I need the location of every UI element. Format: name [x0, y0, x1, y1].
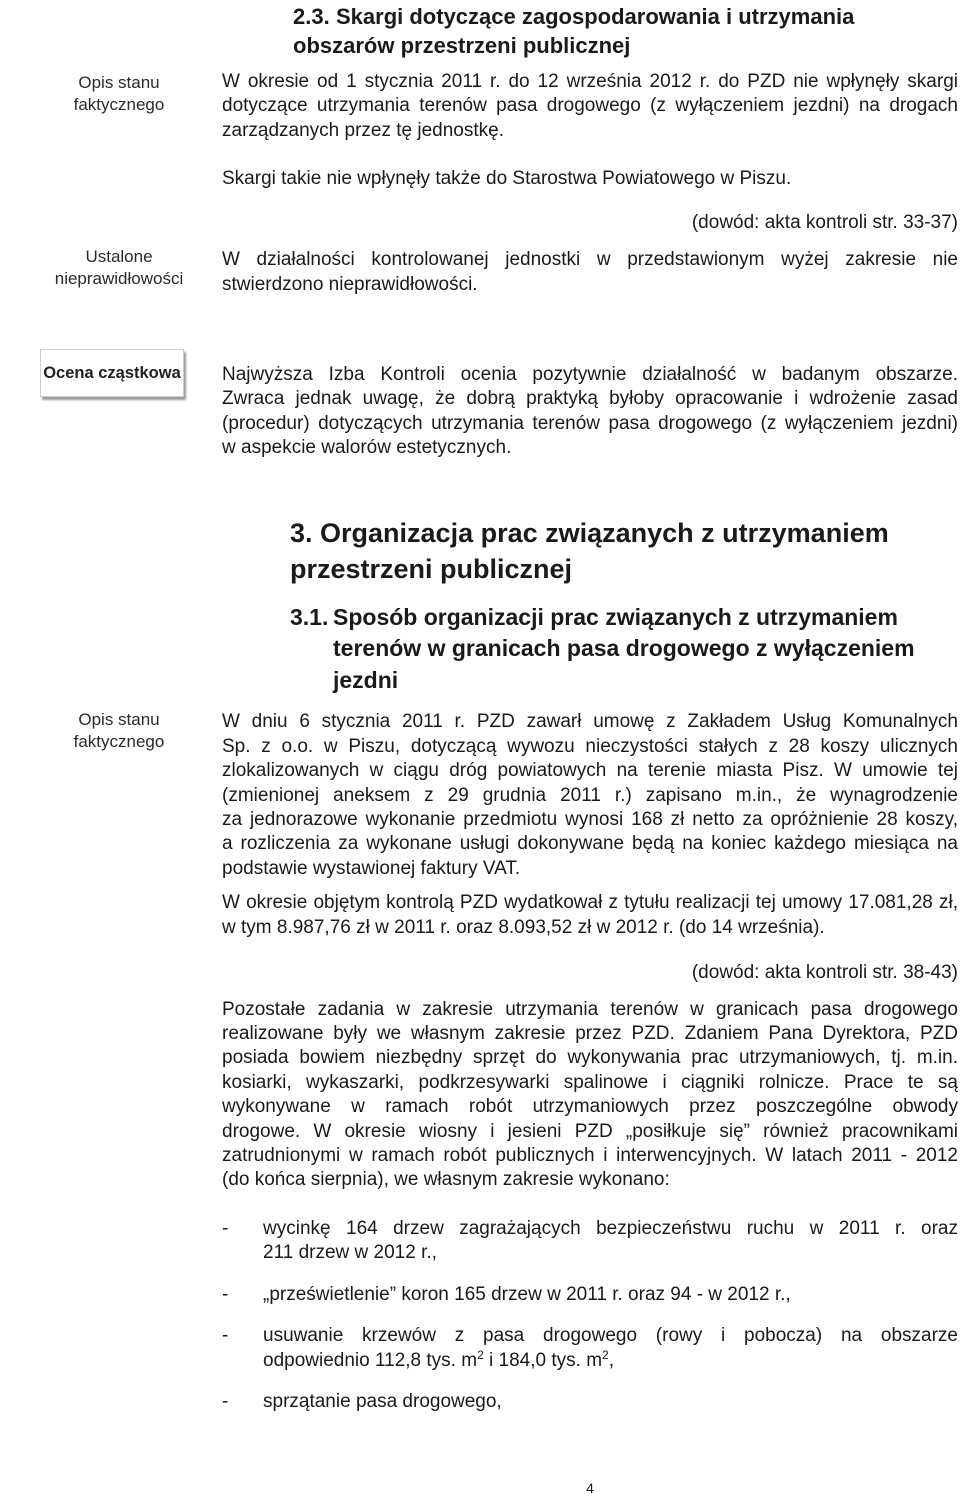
paragraph-line: w tym 8.987,76 zł w 2011 r. oraz 8.093,52 zł w 2012 r. (do 14 września). — [222, 917, 825, 938]
paragraph-line: kosiarki, wykaszarki, podkrzesywarki spalinowe i ciągniki rolnicze. Prace te są — [222, 1072, 958, 1093]
ocena-czastkowa-badge — [40, 349, 184, 397]
section-3-title-line1: 3. Organizacja prac związanych z utrzymaniem — [290, 518, 889, 548]
item-text: odpowiednio 112,8 tys. m — [263, 1350, 478, 1371]
paragraph-line: (do końca sierpnia), we własnym zakresie wykonano: — [222, 1169, 670, 1190]
paragraph-line: drogowe. W okresie wiosny i jesieni PZD „posiłkuje się” również pracownikami — [222, 1121, 958, 1142]
paragraph-line: a rozliczenia za wykonane usługi dokonywane będą na koniec każdego miesiąca na — [222, 833, 958, 854]
paragraph-line: Pozostałe zadania w zakresie utrzymania terenów w granicach pasa drogowego — [222, 999, 958, 1020]
item-text: i 184,0 tys. m — [483, 1350, 603, 1371]
list-dash: - — [222, 1391, 229, 1412]
section-3-1-number: 3.1. — [290, 604, 329, 630]
paragraph-line: (zmienionej aneksem z 29 grudnia 2011 r.) zapisano m.in., że wynagrodzenie — [222, 785, 958, 806]
paragraph-line: zatrudnionymi w ramach robót publicznych i interwencyjnych. W latach 2011 - 2012 — [222, 1145, 958, 1166]
list-dash: - — [222, 1325, 229, 1346]
paragraph-line: zarządzanych przez tę jednostkę. — [222, 120, 504, 141]
paragraph-line: podstawie wystawionej faktury VAT. — [222, 858, 521, 879]
side-label-opis-stanu — [40, 72, 198, 116]
section-2-3-number: 2.3. — [293, 4, 330, 29]
paragraph-line: W okresie objętym kontrolą PZD wydatkował z tytułu realizacji tej umowy 17.081,28 zł, — [222, 892, 958, 913]
side-label-line: Opis stanu — [78, 710, 160, 729]
paragraph-line: Najwyższa Izba Kontroli ocenia pozytywnie działalność w badanym obszarze. — [222, 364, 958, 385]
paragraph-line: zlokalizowanych w ciągu dróg powiatowych na terenie miasta Pisz. W umowie tej — [222, 760, 958, 781]
list-item: sprzątanie pasa drogowego, — [263, 1391, 502, 1412]
paragraph-line: stwierdzono nieprawidłowości. — [222, 274, 478, 295]
side-label-line: faktycznego — [73, 95, 165, 114]
list-item-continuation — [263, 1349, 958, 1373]
list-item: wycinkę 164 drzew zagrażających bezpieczeństwu ruchu w 2011 r. oraz — [263, 1218, 958, 1239]
evidence-reference: (dowód: akta kontroli str. 38-43) — [691, 962, 958, 983]
list-item: „prześwietlenie” koron 165 drzew w 2011 r. oraz 94 - w 2012 r., — [263, 1284, 791, 1305]
item-text: , — [608, 1350, 614, 1371]
paragraph-line: (procedur) dotyczących utrzymania terenów pasa drogowego (z wyłączeniem jezdni) — [222, 413, 958, 434]
list-dash: - — [222, 1218, 229, 1239]
paragraph-line: W okresie od 1 stycznia 2011 r. do 12 września 2012 r. do PZD nie wpłynęły skargi — [222, 71, 958, 92]
evidence-reference: (dowód: akta kontroli str. 33-37) — [691, 212, 958, 233]
section-2-3-title-line1: Skargi dotyczące zagospodarowania i utrzymania — [336, 4, 855, 29]
section-3-1-title-line1: Sposób organizacji prac związanych z utrzymaniem — [333, 604, 898, 630]
paragraph-line: W dniu 6 stycznia 2011 r. PZD zawarł umowę z Zakładem Usług Komunalnych — [222, 711, 958, 732]
paragraph-line: Skargi takie nie wpłynęły także do Starostwa Powiatowego w Piszu. — [222, 168, 792, 189]
section-3-1-title-line3: jezdni — [333, 667, 399, 693]
side-label-ustalone — [40, 246, 198, 290]
paragraph-line: realizowane były we własnym zakresie przez PZD. Zdaniem Pana Dyrektora, PZD — [222, 1023, 958, 1044]
list-item: usuwanie krzewów z pasa drogowego (rowy i pobocza) na obszarze — [263, 1325, 958, 1346]
superscript: 2 — [477, 1348, 484, 1362]
list-dash: - — [222, 1284, 229, 1305]
side-label-line: nieprawidłowości — [54, 269, 184, 288]
paragraph-line: Zwraca jednak uwagę, że dobrą praktyką byłoby opracowanie i wdrożenie zasad — [222, 388, 958, 409]
superscript: 2 — [602, 1348, 609, 1362]
section-3-1-title-line2: terenów w granicach pasa drogowego z wyłączeniem — [333, 635, 915, 661]
side-label-opis-stanu-2 — [40, 709, 198, 753]
section-2-3-title-line2: obszarów przestrzeni publicznej — [293, 33, 631, 58]
list-item-continuation: 211 drzew w 2012 r., — [263, 1242, 437, 1263]
paragraph-line: za jednorazowe wykonanie przedmiotu wynosi 168 zł netto za opróżnienie 28 koszy, — [222, 809, 958, 830]
side-label-line: faktycznego — [73, 732, 165, 751]
paragraph-line: posiada bowiem niezbędny sprzęt do wykonywania prac utrzymaniowych, tj. m.in. — [222, 1047, 958, 1068]
paragraph-line: wykonywane w ramach robót utrzymaniowych przez poszczególne obwody — [222, 1096, 958, 1117]
paragraph-line: dotyczące utrzymania terenów pasa drogowego (z wyłączeniem jezdni) na drogach — [222, 95, 958, 116]
paragraph-line: w aspekcie walorów estetycznych. — [222, 437, 512, 458]
side-label-line: Opis stanu — [78, 73, 160, 92]
paragraph-line: Sp. z o.o. w Piszu, dotyczącą wywozu nieczystości stałych z 28 koszy ulicznych — [222, 736, 958, 757]
side-label-line: Ustalone — [85, 247, 153, 266]
badge-label: Ocena cząstkowa — [43, 363, 181, 382]
paragraph-line: W działalności kontrolowanej jednostki w przedstawionym wyżej zakresie nie — [222, 249, 958, 270]
page-number: 4 — [586, 1480, 594, 1496]
section-3-title-line2: przestrzeni publicznej — [290, 554, 573, 584]
